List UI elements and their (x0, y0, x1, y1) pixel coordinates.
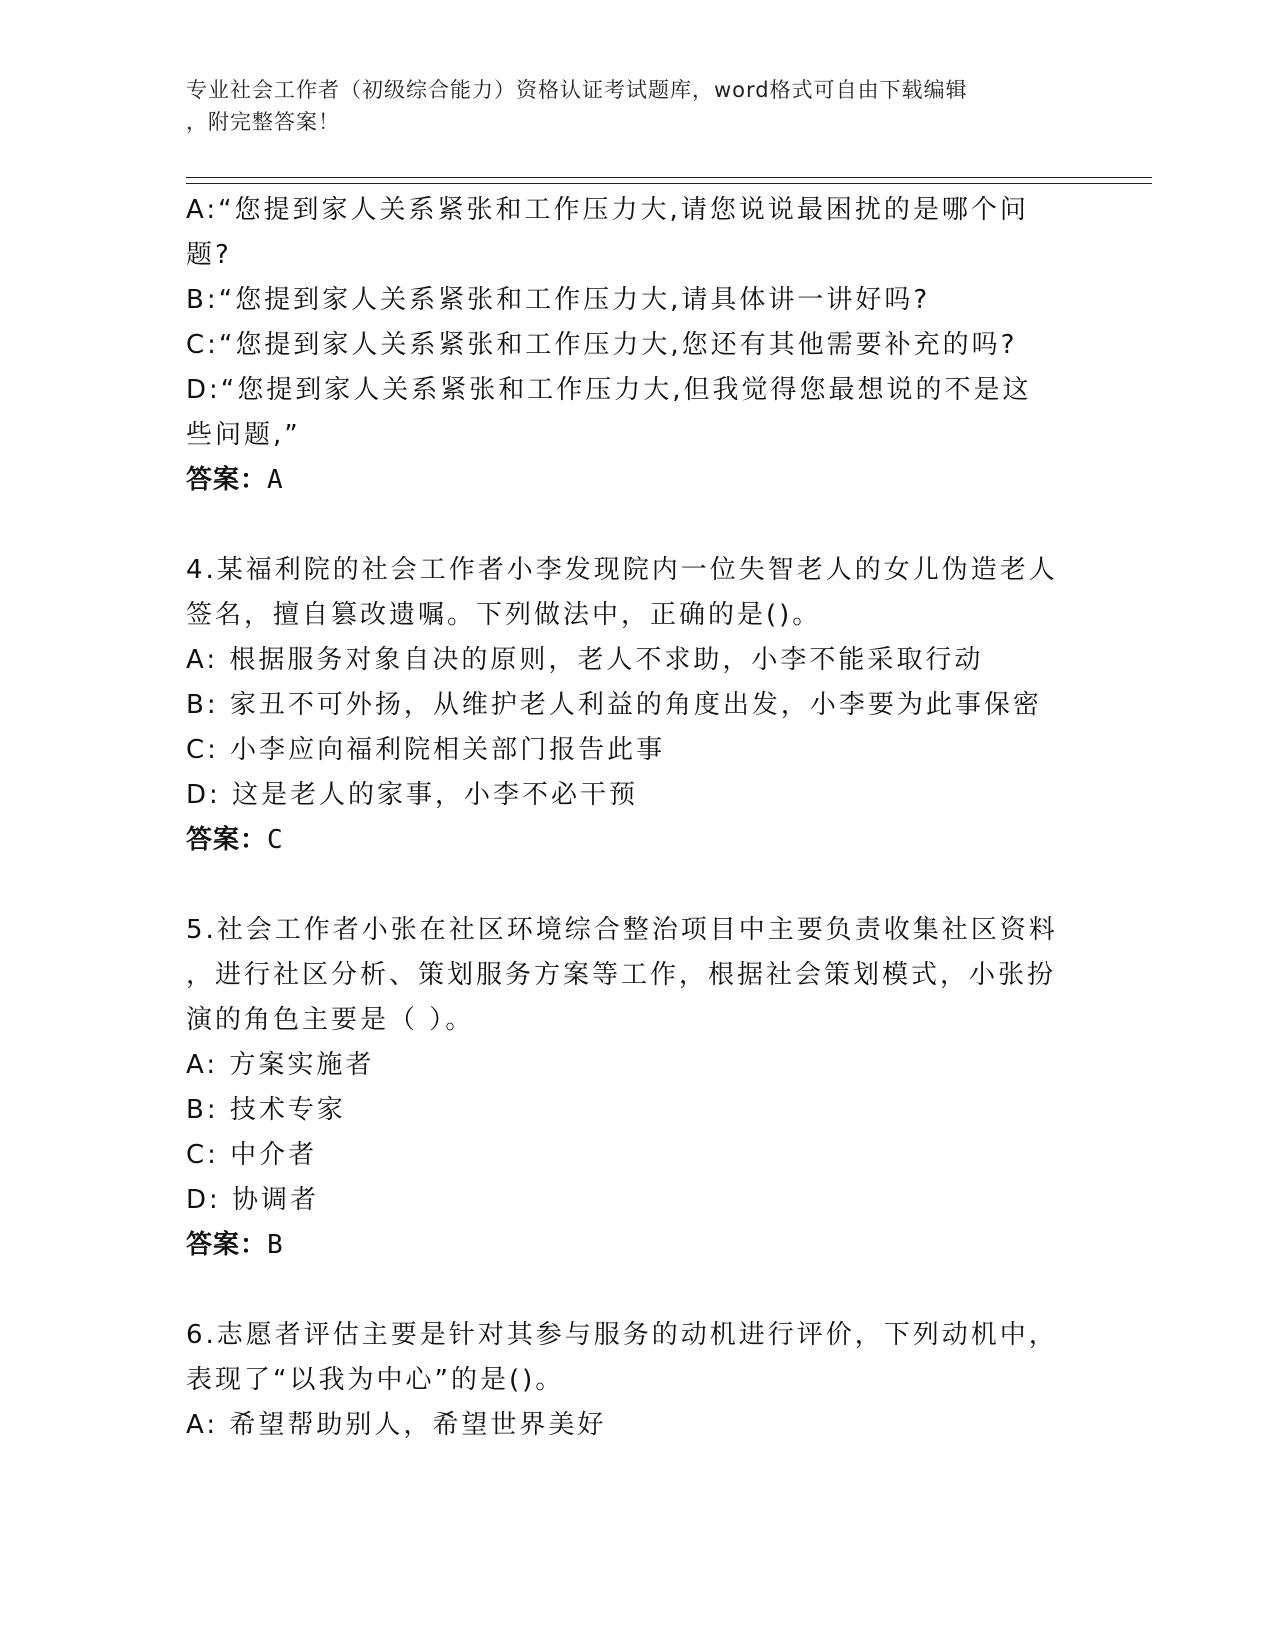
q4-stem-line2: 签名，擅自篡改遗嘱。下列做法中，正确的是()。 (186, 600, 822, 630)
q5-option-c: C: 中介者 (186, 1140, 318, 1170)
q3-option-d-line2: 些问题,” (186, 420, 301, 450)
q4-option-b: B: 家丑不可外扬，从维护老人利益的角度出发，小李要为此事保密 (186, 690, 1042, 720)
q4-answer-value: C (267, 825, 284, 855)
q4-stem-line1: 4.某福利院的社会工作者小李发现院内一位失智老人的女儿伪造老人 (186, 555, 1058, 585)
q5-stem-line2: ，进行社区分析、策划服务方案等工作，根据社会策划模式，小张扮 (186, 960, 1057, 990)
q5-option-b: B: 技术专家 (186, 1095, 346, 1125)
q5-answer-value: B (267, 1230, 284, 1260)
q4-option-a: A: 根据服务对象自决的原则，老人不求助，小李不能采取行动 (186, 645, 984, 675)
q6-stem-line2: 表现了“以我为中心”的是()。 (186, 1365, 565, 1395)
document-header (186, 74, 1066, 138)
q4-option-d: D: 这是老人的家事，小李不必干预 (186, 780, 639, 810)
q3-option-c: C:“您提到家人关系紧张和工作压力大,您还有其他需要补充的吗? (186, 330, 1018, 360)
q3-answer-label: 答案： (186, 465, 268, 495)
q5-answer (186, 1223, 1066, 1268)
q4-answer-label: 答案： (186, 825, 268, 855)
q4-answer (186, 818, 1066, 863)
header-divider (186, 177, 1152, 184)
q6-stem-line1: 6.志愿者评估主要是针对其参与服务的动机进行评价，下列动机中， (186, 1320, 1058, 1350)
q3-option-d-line1: D:“您提到家人关系紧张和工作压力大,但我觉得您最想说的不是这 (186, 375, 1032, 405)
q3-option-a-line1: A:“您提到家人关系紧张和工作压力大,请您说说最困扰的是哪个问 (186, 195, 1029, 225)
q5-stem-line1: 5.社会工作者小张在社区环境综合整治项目中主要负责收集社区资料 (186, 915, 1058, 945)
q3-answer-value: A (267, 465, 284, 495)
question-3-tail (186, 188, 1066, 503)
spacer (186, 503, 1066, 548)
q5-stem-line3: 演的角色主要是（ ）。 (186, 1005, 475, 1035)
q5-option-d: D: 协调者 (186, 1185, 320, 1215)
q5-answer-label: 答案： (186, 1230, 268, 1260)
q4-option-c: C: 小李应向福利院相关部门报告此事 (186, 735, 666, 765)
q3-answer (186, 458, 1066, 503)
question-6 (186, 1313, 1066, 1448)
question-5 (186, 908, 1066, 1268)
q3-option-a-line2: 题? (186, 240, 232, 270)
question-content (186, 188, 1066, 1448)
question-4 (186, 548, 1066, 863)
header-title-line2: ，附完整答案！ (186, 110, 340, 134)
q6-option-a: A: 希望帮助别人，希望世界美好 (186, 1410, 607, 1440)
q3-option-b: B:“您提到家人关系紧张和工作压力大,请具体讲一讲好吗? (186, 285, 931, 315)
header-title-line1: 专业社会工作者（初级综合能力）资格认证考试题库，word格式可自由下载编辑 (186, 78, 968, 102)
q5-option-a: A: 方案实施者 (186, 1050, 375, 1080)
spacer (186, 863, 1066, 908)
spacer (186, 1268, 1066, 1313)
